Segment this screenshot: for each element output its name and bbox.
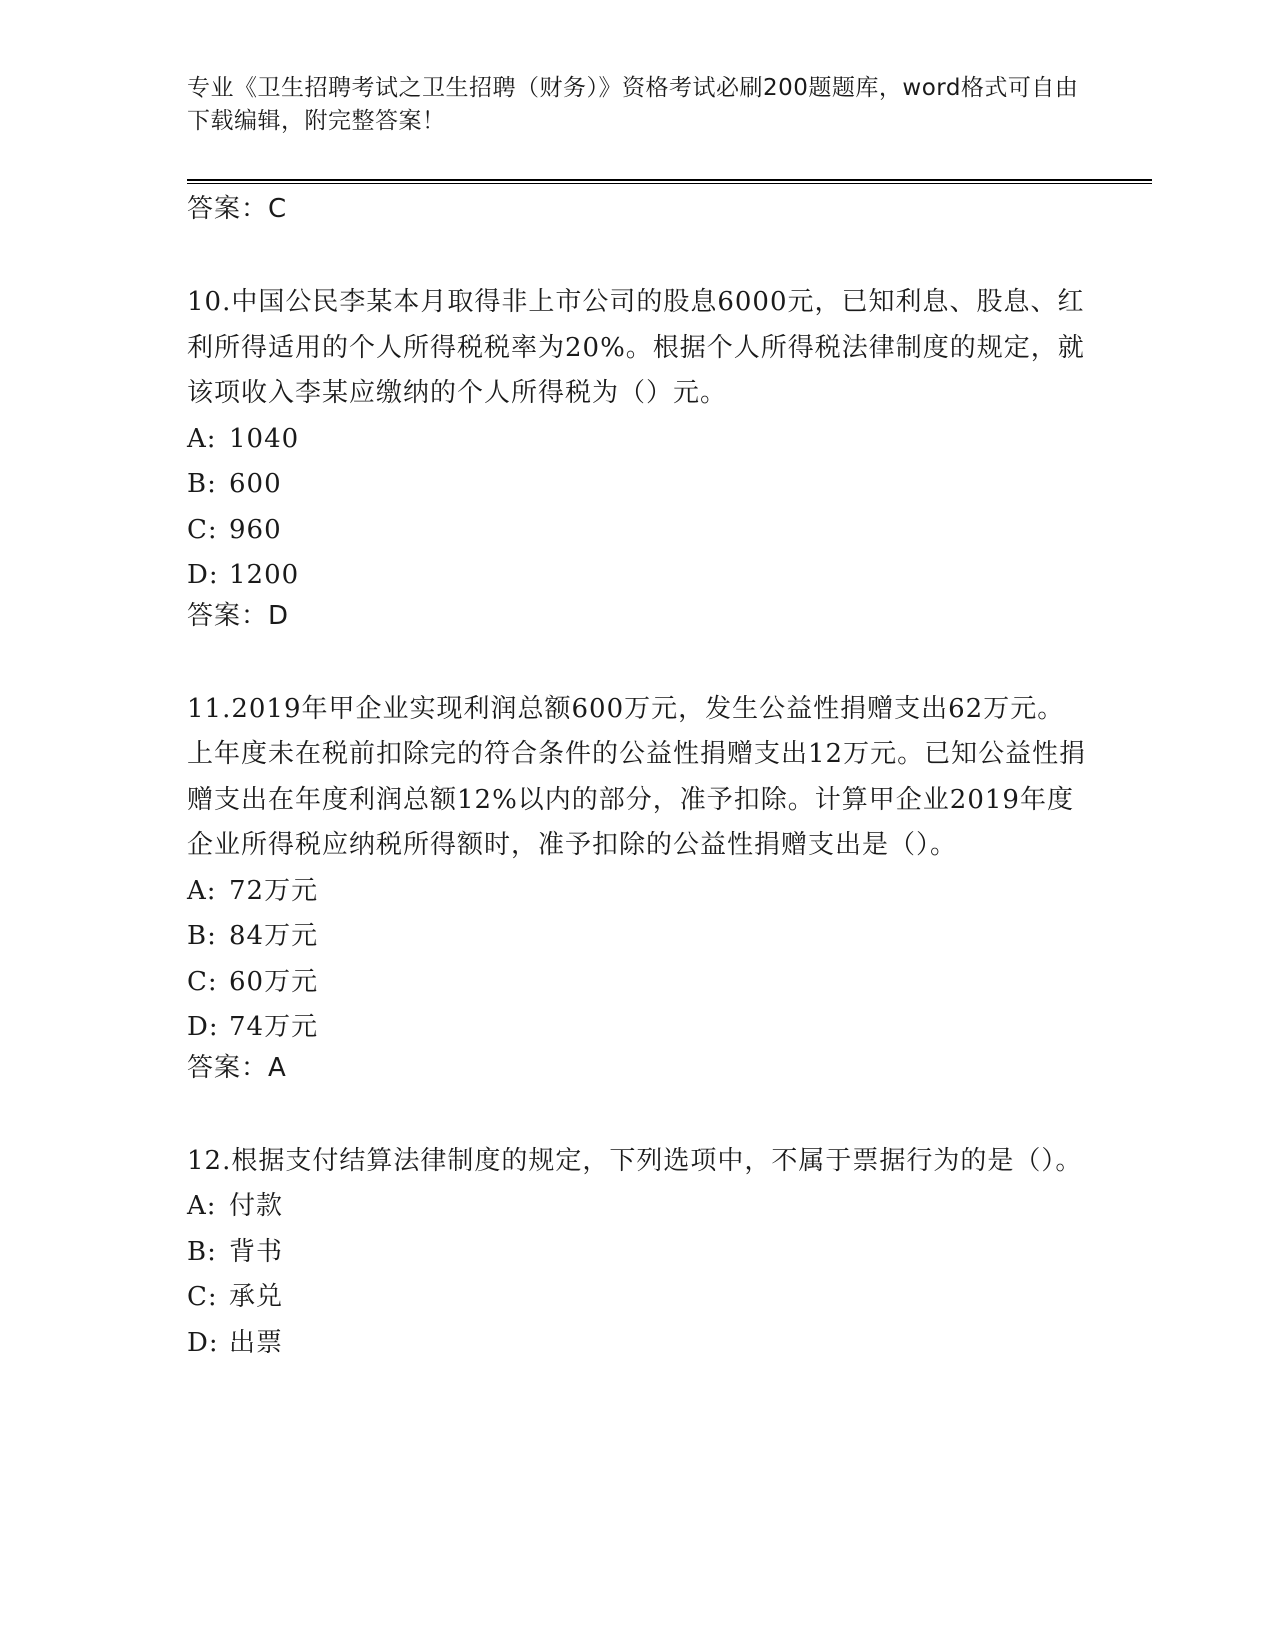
option-text: 84万元: [229, 921, 319, 951]
option-b: [187, 1230, 1087, 1276]
question-stem: 10.中国公民李某本月取得非上市公司的股息6000元，已知利息、股息、红利所得适用的个人所得税税率为20%。根据个人所得税法律制度的规定，就该项收入李某应缴纳的个人所得税为（）元。: [187, 287, 1085, 408]
option-c: [187, 1275, 1087, 1321]
question-12: [187, 1139, 1087, 1367]
option-b: [187, 462, 1087, 508]
question-stem: 12.根据支付结算法律制度的规定，下列选项中，不属于票据行为的是（）。: [187, 1145, 1083, 1176]
option-label: B:: [187, 469, 217, 499]
option-text: 960: [229, 514, 282, 545]
option-d: [187, 553, 1087, 599]
question-stem: 11.2019年甲企业实现利润总额600万元，发生公益性捐赠支出62万元。上年度未在税前扣除完的符合条件的公益性捐赠支出12万元。已知公益性捐赠支出在年度利润总额12%以内的部分，准予扣除。计算甲企业2019年度企业所得税应纳税所得额时，准予扣除的公益性捐赠支出是（）。: [187, 693, 1087, 860]
option-label: D:: [187, 1012, 219, 1042]
option-label: B:: [187, 1236, 217, 1267]
option-label: C:: [187, 1282, 218, 1312]
option-label: A:: [187, 875, 217, 906]
option-label: C:: [187, 514, 218, 545]
option-text: 出票: [229, 1327, 284, 1358]
option-text: 74万元: [229, 1012, 319, 1042]
option-d: [187, 1321, 1087, 1367]
header-divider: [187, 179, 1152, 184]
option-label: A:: [187, 423, 217, 454]
option-text: 付款: [229, 1191, 284, 1221]
answer-text: 答案：A: [187, 1052, 287, 1083]
option-text: 60万元: [229, 966, 319, 997]
option-text: 背书: [229, 1236, 284, 1267]
option-label: B:: [187, 921, 217, 951]
option-b: [187, 914, 1087, 960]
option-a: [187, 1184, 1087, 1230]
option-a: [187, 869, 1087, 915]
answer-text: 答案：C: [187, 194, 288, 224]
question-list: [187, 192, 1087, 1366]
option-text: 1200: [229, 560, 300, 590]
question-11: [187, 687, 1087, 1085]
option-d: [187, 1005, 1087, 1051]
page-header: 专业《卫生招聘考试之卫生招聘（财务）》资格考试必刷200题题库，word格式可自由下载编辑，附完整答案！: [187, 75, 1079, 134]
option-label: D:: [187, 560, 219, 590]
option-c: [187, 508, 1087, 554]
option-label: A:: [187, 1191, 217, 1221]
option-label: C:: [187, 966, 218, 997]
option-text: 承兑: [229, 1282, 284, 1312]
option-text: 600: [229, 469, 282, 499]
option-c: [187, 960, 1087, 1006]
answer-text: 答案：D: [187, 600, 290, 631]
question-10: [187, 280, 1087, 633]
option-text: 1040: [229, 423, 300, 454]
option-a: [187, 417, 1087, 463]
option-text: 72万元: [229, 875, 319, 906]
option-label: D:: [187, 1327, 219, 1358]
